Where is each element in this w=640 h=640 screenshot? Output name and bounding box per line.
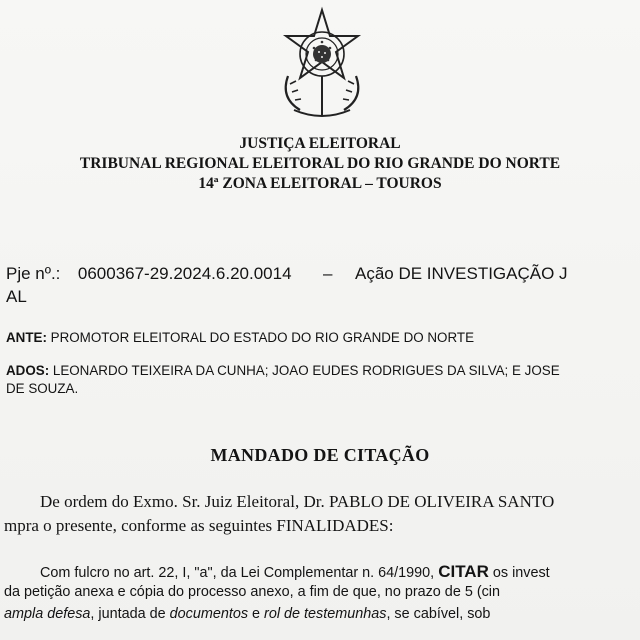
citation-documentos: documentos [169,606,249,622]
citation-text-d: e [248,606,265,622]
order-paragraph-line2: mpra o presente, conforme as seguintes FINALIDADES: [4,516,394,535]
process-action: Ação DE INVESTIGAÇÃO J [355,264,568,283]
header-zona: 14ª ZONA ELEITORAL – TOUROS [198,175,442,192]
process-number-line [6,264,568,284]
defendants-names: LEONARDO TEIXEIRA DA CUNHA; JOAO EUDES RODRIGUES DA SILVA; E JOSE [52,363,560,378]
header-justica: JUSTIÇA ELEITORAL [239,135,401,152]
citation-text-a: Com fulcro no art. 22, I, "a", da Lei Complementar n. 64/1990, [40,565,439,581]
defendants-continuation: DE SOUZA. [6,381,79,396]
process-prefix: Pje nº.: [6,264,61,283]
brazil-coat-of-arms-icon [270,6,374,126]
citation-ampla-defesa: ampla defesa [4,606,91,622]
document-header [0,134,640,194]
citation-paragraph-line2: da petição anexa e cópia do processo anexo, a fim de que, no prazo de 5 (cin [4,584,501,600]
citation-text-b: , juntada de [90,606,170,622]
plaintiff-name: PROMOTOR ELEITORAL DO ESTADO DO RIO GRANDE DO NORTE [50,330,475,345]
citation-paragraph-line3 [4,606,490,622]
citation-text-f: , se cabível, sob [386,606,491,622]
document-title: MANDADO DE CITAÇÃO [210,445,430,465]
plaintiff-label: ANTE: [6,330,47,345]
defendants-line [6,363,560,378]
citation-text-c: os invest [488,565,550,581]
process-number: 0600367-29.2024.6.20.0014 [77,264,292,283]
order-paragraph-line1: De ordem do Exmo. Sr. Juiz Eleitoral, Dr. PABLO DE OLIVEIRA SANTO [40,492,555,511]
citar-word: CITAR [438,562,489,581]
process-dash: – [323,264,333,283]
citation-rol-testemunhas: rol de testemunhas [264,606,387,622]
header-tribunal: TRIBUNAL REGIONAL ELEITORAL DO RIO GRANDE DO NORTE [79,155,561,172]
defendants-label: ADOS: [6,363,50,378]
plaintiff-line [6,330,474,345]
process-action-continuation: AL [6,287,27,306]
citation-paragraph-line1 [40,562,550,582]
